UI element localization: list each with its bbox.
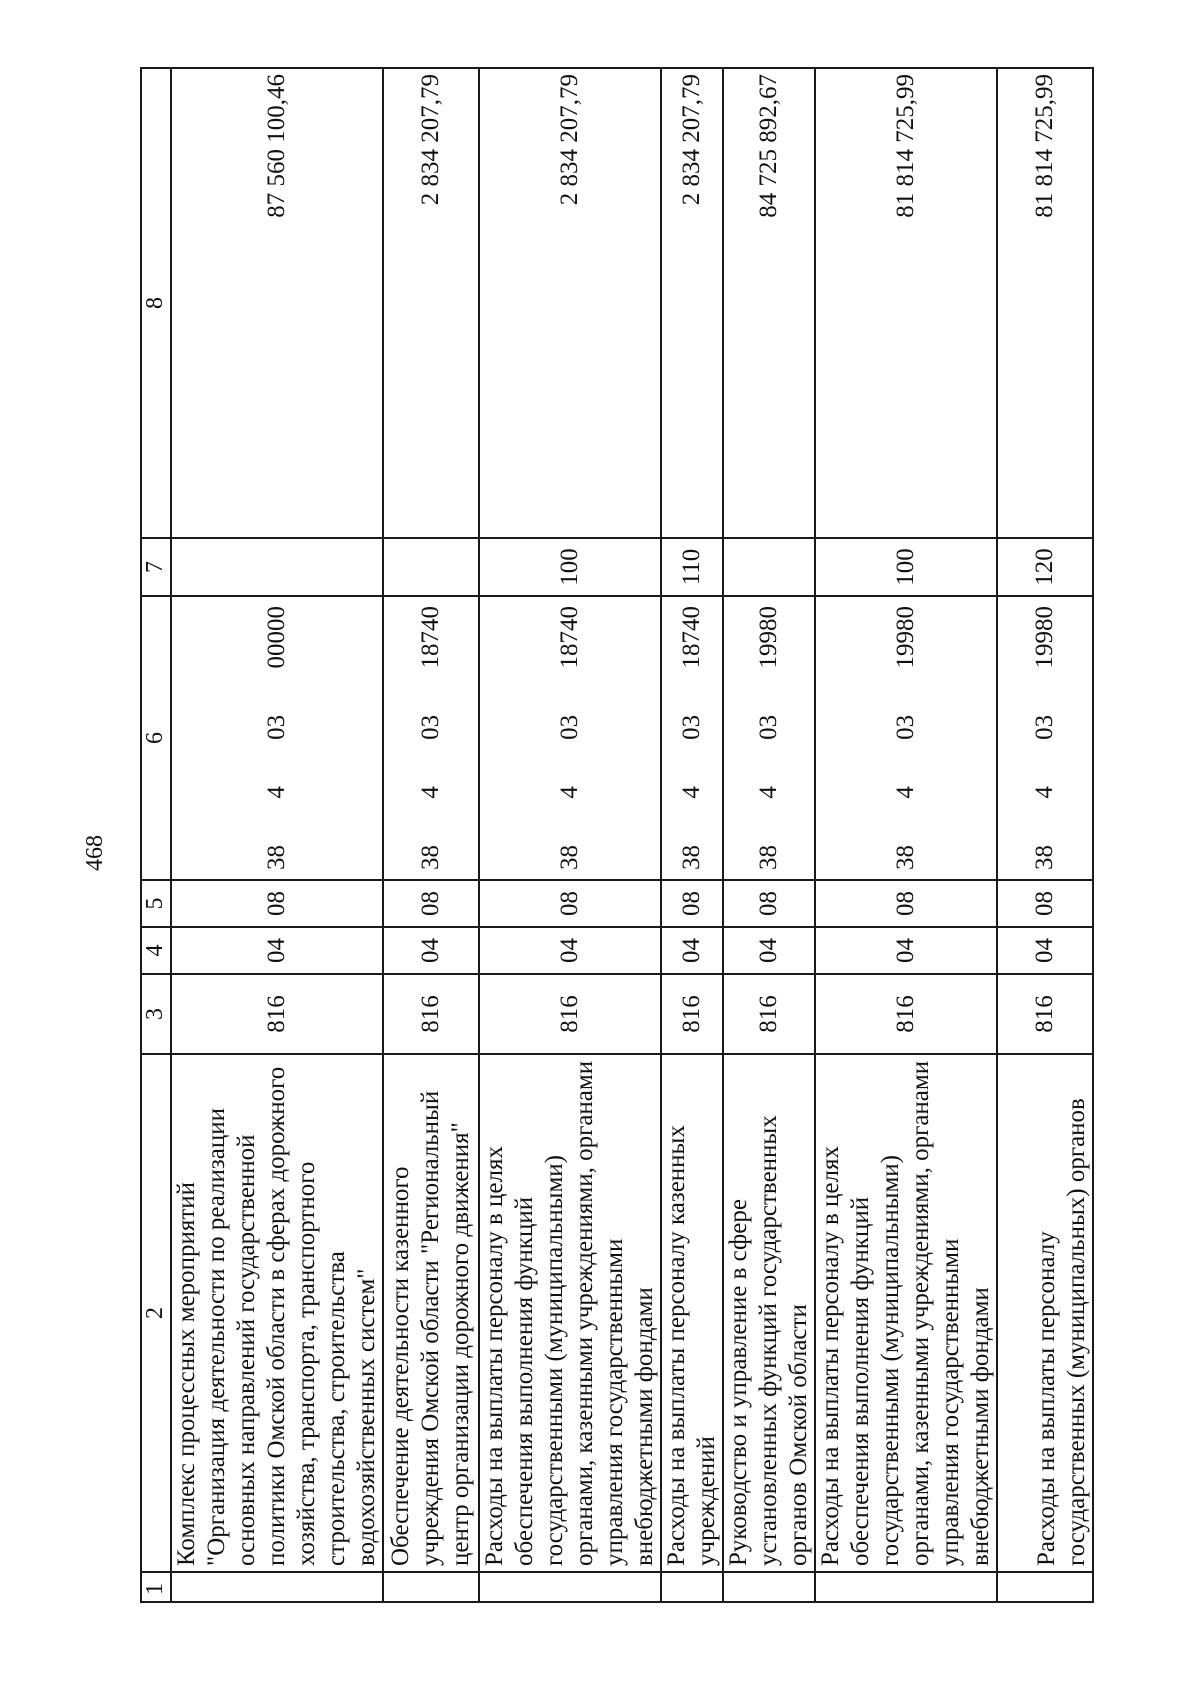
row-col-5: 08 bbox=[479, 880, 661, 927]
row-col-4: 04 bbox=[171, 927, 383, 974]
row-col-3: 816 bbox=[723, 974, 815, 1054]
code-complex: 03 bbox=[755, 714, 782, 740]
row-col-5: 08 bbox=[661, 880, 723, 927]
code-direction: 18740 bbox=[678, 606, 705, 669]
table-row bbox=[383, 68, 479, 1602]
header-row bbox=[141, 68, 171, 1602]
code-program: 38 bbox=[1031, 845, 1058, 870]
row-amount: 84 725 892,67 bbox=[723, 68, 815, 538]
table-row bbox=[997, 68, 1093, 1602]
page-number: 468 bbox=[82, 835, 108, 871]
code-direction: 00000 bbox=[263, 606, 290, 669]
row-number-cell bbox=[997, 1572, 1093, 1602]
row-col-4: 04 bbox=[815, 927, 997, 974]
row-target-code bbox=[997, 596, 1093, 880]
row-number-cell bbox=[815, 1572, 997, 1602]
header-col-4: 4 bbox=[141, 927, 171, 974]
code-program: 38 bbox=[892, 845, 919, 870]
code-subprogram: 4 bbox=[892, 786, 919, 799]
code-direction: 19980 bbox=[892, 606, 919, 669]
row-col-7: 120 bbox=[997, 538, 1093, 596]
row-col-4: 04 bbox=[479, 927, 661, 974]
row-col-4: 04 bbox=[997, 927, 1093, 974]
header-col-8: 8 bbox=[141, 68, 171, 538]
code-program: 38 bbox=[417, 845, 444, 870]
row-col-5: 08 bbox=[383, 880, 479, 927]
row-col-5: 08 bbox=[815, 880, 997, 927]
row-number-cell bbox=[723, 1572, 815, 1602]
row-col-4: 04 bbox=[383, 927, 479, 974]
table-row bbox=[723, 68, 815, 1602]
code-program: 38 bbox=[678, 845, 705, 870]
row-col-4: 04 bbox=[723, 927, 815, 974]
code-complex: 03 bbox=[1031, 714, 1058, 740]
code-program: 38 bbox=[556, 845, 583, 870]
table-row bbox=[815, 68, 997, 1602]
code-direction: 19980 bbox=[1031, 606, 1058, 669]
row-col-7: 110 bbox=[661, 538, 723, 596]
row-description: Обеспечение деятельности казенного учреждения Омской области "Региональный центр организации дорожного движения" bbox=[383, 1054, 479, 1572]
row-amount: 81 814 725,99 bbox=[997, 68, 1093, 538]
code-complex: 03 bbox=[556, 714, 583, 740]
header-col-5: 5 bbox=[141, 880, 171, 927]
row-amount: 2 834 207,79 bbox=[383, 68, 479, 538]
row-number-cell bbox=[383, 1572, 479, 1602]
code-subprogram: 4 bbox=[755, 786, 782, 799]
row-col-3: 816 bbox=[661, 974, 723, 1054]
row-number-cell bbox=[661, 1572, 723, 1602]
code-direction: 18740 bbox=[417, 606, 444, 669]
table-row bbox=[171, 68, 383, 1602]
header-col-2: 2 bbox=[141, 1054, 171, 1572]
row-description: Руководство и управление в сфере установленных функций государственных органов Омской области bbox=[723, 1054, 815, 1572]
code-program: 38 bbox=[755, 845, 782, 870]
row-col-3: 816 bbox=[479, 974, 661, 1054]
row-col-5: 08 bbox=[171, 880, 383, 927]
row-col-3: 816 bbox=[815, 974, 997, 1054]
row-col-3: 816 bbox=[997, 974, 1093, 1054]
header-col-3: 3 bbox=[141, 974, 171, 1054]
row-target-code bbox=[171, 596, 383, 880]
code-program: 38 bbox=[263, 845, 290, 870]
header-col-1: 1 bbox=[141, 1572, 171, 1602]
row-description: Расходы на выплаты персоналу в целях обеспечения выполнения функций государственными (муниципальными) органами, казенными учреждениями, органами управления государственными внебюджетными фондами bbox=[479, 1054, 661, 1572]
header-col-6: 6 bbox=[141, 596, 171, 880]
code-direction: 19980 bbox=[755, 606, 782, 669]
code-subprogram: 4 bbox=[1031, 786, 1058, 799]
row-col-7 bbox=[723, 538, 815, 596]
code-subprogram: 4 bbox=[417, 786, 444, 799]
row-col-3: 816 bbox=[171, 974, 383, 1054]
code-subprogram: 4 bbox=[263, 786, 290, 799]
row-amount: 81 814 725,99 bbox=[815, 68, 997, 538]
row-description: Комплекс процессных мероприятий "Организация деятельности по реализации основных направлений государственной политики Омской области в сферах дорожного хозяйства, транспорта, транспортного строительства, строительства водохозяйственных систем" bbox=[171, 1054, 383, 1572]
row-col-7 bbox=[383, 538, 479, 596]
code-subprogram: 4 bbox=[556, 786, 583, 799]
budget-table bbox=[140, 67, 1094, 1603]
code-complex: 03 bbox=[417, 714, 444, 740]
row-col-7 bbox=[171, 538, 383, 596]
row-target-code bbox=[479, 596, 661, 880]
header-col-7: 7 bbox=[141, 538, 171, 596]
row-number-cell bbox=[171, 1572, 383, 1602]
row-amount: 2 834 207,79 bbox=[479, 68, 661, 538]
budget-table-container bbox=[140, 69, 1090, 1603]
row-col-7: 100 bbox=[815, 538, 997, 596]
row-col-7: 100 bbox=[479, 538, 661, 596]
code-complex: 03 bbox=[678, 714, 705, 740]
table-row bbox=[479, 68, 661, 1602]
row-target-code bbox=[661, 596, 723, 880]
code-direction: 18740 bbox=[556, 606, 583, 669]
row-description: Расходы на выплаты персоналу государственных (муниципальных) органов bbox=[997, 1054, 1093, 1572]
row-col-4: 04 bbox=[661, 927, 723, 974]
row-number-cell bbox=[479, 1572, 661, 1602]
code-complex: 03 bbox=[892, 714, 919, 740]
row-target-code bbox=[723, 596, 815, 880]
code-complex: 03 bbox=[263, 714, 290, 740]
row-amount: 2 834 207,79 bbox=[661, 68, 723, 538]
row-description: Расходы на выплаты персоналу казенных учреждений bbox=[661, 1054, 723, 1572]
code-subprogram: 4 bbox=[678, 786, 705, 799]
row-col-5: 08 bbox=[997, 880, 1093, 927]
row-col-5: 08 bbox=[723, 880, 815, 927]
row-target-code bbox=[815, 596, 997, 880]
table-row bbox=[661, 68, 723, 1602]
row-target-code bbox=[383, 596, 479, 880]
row-col-3: 816 bbox=[383, 974, 479, 1054]
row-amount: 87 560 100,46 bbox=[171, 68, 383, 538]
row-description: Расходы на выплаты персоналу в целях обеспечения выполнения функций государственными (муниципальными) органами, казенными учреждениями, органами управления государственными внебюджетными фондами bbox=[815, 1054, 997, 1572]
